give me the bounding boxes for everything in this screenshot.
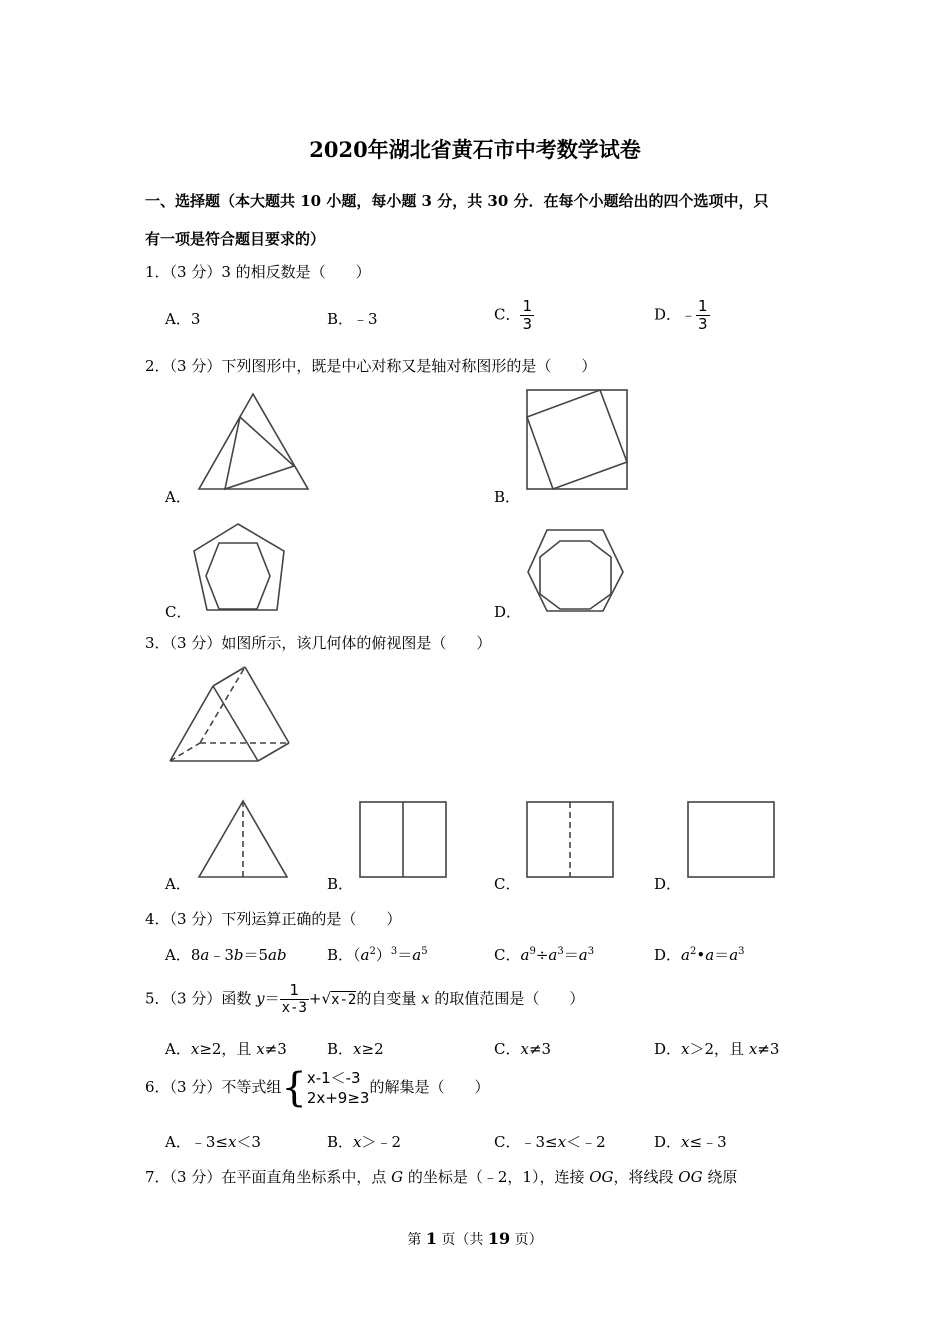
- q3-option-a: A．: [165, 875, 191, 893]
- text: 的取值范围是（ ）: [429, 989, 585, 1008]
- var: a: [360, 946, 370, 964]
- fraction-numerator: 1: [698, 297, 708, 315]
- q6-stem: [145, 1065, 490, 1111]
- text: 的坐标是（﹣2，1），连接: [403, 1168, 590, 1186]
- text: C．: [494, 946, 521, 964]
- fraction-numerator: 1: [280, 982, 309, 1000]
- q6-option-a: [165, 1131, 261, 1152]
- text: 页）: [510, 1232, 543, 1248]
- text: ＝: [714, 946, 730, 964]
- var: x: [353, 1040, 362, 1058]
- text: 的自变量: [356, 989, 422, 1008]
- section-heading-line1: 一、选择题（本大题共 10 小题，每小题 3 分，共 30 分．在每个小题给出的四个选项中，只: [145, 192, 769, 210]
- var: a: [548, 946, 558, 964]
- text: ≠3: [264, 1040, 287, 1058]
- text: ，将线段: [613, 1168, 679, 1186]
- q2-stem: 2．（3 分）下列图形中，既是中心对称又是轴对称图形的是（ ）: [145, 357, 597, 375]
- fraction-numerator: 1: [522, 297, 533, 315]
- page-number: 1: [425, 1229, 437, 1248]
- q2-option-d: D．: [494, 603, 522, 621]
- q6-option-c: [494, 1131, 606, 1152]
- var: y: [256, 989, 265, 1008]
- text: D．: [654, 946, 682, 964]
- text: A．: [165, 1040, 191, 1058]
- q6-option-d: [654, 1131, 727, 1152]
- text: A．﹣3≤: [165, 1133, 228, 1151]
- text: B．: [327, 1040, 354, 1058]
- text: ﹣3: [209, 946, 234, 964]
- exponent: 5: [421, 946, 428, 957]
- text: B．: [327, 1133, 354, 1151]
- fraction-denominator: 3: [698, 315, 708, 333]
- q2-option-a: A．: [165, 488, 191, 506]
- q1-option-b: B．﹣3: [327, 310, 378, 328]
- fraction-denominator: 3: [522, 315, 533, 333]
- brace: {: [281, 1065, 307, 1111]
- var: ab: [268, 946, 287, 964]
- q2-option-b: B．: [494, 488, 521, 506]
- exponent: 2: [689, 946, 697, 957]
- text: ≤﹣3: [689, 1133, 727, 1151]
- text: ＝: [397, 946, 413, 964]
- exponent: 3: [587, 946, 595, 957]
- exponent: 9: [529, 946, 536, 957]
- sqrt-body: x-2: [331, 991, 357, 1008]
- text: C．﹣3≤: [494, 1133, 558, 1151]
- text: 5．（3 分）函数: [145, 989, 257, 1008]
- text: ≥2，且: [199, 1040, 257, 1058]
- q4-stem: 4．（3 分）下列运算正确的是（ ）: [145, 910, 402, 928]
- var: x: [256, 1040, 265, 1058]
- q5-option-b: [327, 1038, 384, 1059]
- page-title: 2020年湖北省黄石市中考数学试卷: [309, 137, 641, 162]
- var: a: [412, 946, 422, 964]
- fraction-denominator: x-3: [281, 1000, 307, 1016]
- text: D．: [654, 1040, 682, 1058]
- q4-option-b: [327, 944, 428, 965]
- text: ＞2，且: [689, 1040, 749, 1058]
- text: ＜﹣2: [566, 1133, 606, 1151]
- q2-option-c: C．: [165, 603, 192, 621]
- q3-option-c: C．: [494, 875, 521, 893]
- text: 的解集是（ ）: [369, 1078, 490, 1096]
- page-footer: [0, 1229, 950, 1249]
- var: x: [353, 1133, 362, 1151]
- var: OG: [589, 1168, 614, 1186]
- text: 7．（3 分）在平面直角坐标系中，点: [145, 1168, 392, 1186]
- var: a: [200, 946, 210, 964]
- text: D．: [654, 1133, 682, 1151]
- var: x: [557, 1133, 567, 1151]
- text: 第: [407, 1232, 426, 1248]
- text: ≥2: [361, 1040, 384, 1058]
- q4-option-a: [165, 944, 287, 965]
- var: a: [520, 946, 530, 964]
- text: ÷: [535, 946, 549, 964]
- text: ＜3: [236, 1133, 261, 1151]
- text: ＝: [563, 946, 579, 964]
- q1-stem: 1．（3 分）3 的相反数是（ ）: [145, 263, 371, 281]
- exponent: 3: [557, 946, 564, 957]
- inequality-line2: 2x+9≥3: [306, 1089, 370, 1107]
- text: +: [308, 989, 322, 1008]
- var: x: [190, 1040, 200, 1058]
- var: OG: [678, 1168, 703, 1186]
- var: a: [705, 946, 715, 964]
- var: a: [578, 946, 588, 964]
- text: ≠3: [757, 1040, 780, 1058]
- q5-option-c: [494, 1038, 551, 1059]
- q1-option-d-label: D．﹣: [654, 305, 697, 324]
- text: 页（共: [436, 1232, 488, 1248]
- text: C．: [494, 1040, 521, 1058]
- text: 绕原: [702, 1168, 738, 1186]
- text: ）: [375, 946, 391, 964]
- text: ＝: [264, 989, 280, 1008]
- text: ≠3: [528, 1040, 552, 1058]
- q3-option-d: D．: [654, 875, 682, 893]
- sqrt-sign: √: [321, 989, 332, 1008]
- q5-option-a: [165, 1038, 287, 1059]
- text: ＞﹣2: [361, 1133, 402, 1151]
- text: 6．（3 分）不等式组: [145, 1078, 282, 1096]
- q3-stem: 3．（3 分）如图所示，该几何体的俯视图是（ ）: [145, 634, 492, 652]
- q4-option-d: [654, 944, 745, 965]
- var: x: [421, 989, 430, 1008]
- var: G: [391, 1168, 404, 1186]
- var: a: [729, 946, 739, 964]
- var: x: [681, 1133, 690, 1151]
- exponent: 2: [369, 946, 376, 957]
- total-pages: 19: [487, 1229, 511, 1248]
- q6-option-b: [327, 1131, 401, 1152]
- var: a: [681, 946, 690, 964]
- q4-option-c: [494, 944, 594, 965]
- exponent: 3: [390, 946, 398, 957]
- q1-option-a: A．3: [165, 310, 201, 328]
- inequality-line1: x-1＜-3: [306, 1069, 361, 1087]
- var: b: [233, 946, 244, 964]
- var: x: [681, 1040, 690, 1058]
- q5-option-d: [654, 1038, 779, 1059]
- text: •: [696, 946, 706, 964]
- q1-option-c-label: C．: [494, 305, 521, 324]
- section-heading-line2: 有一项是符合题目要求的）: [145, 230, 326, 248]
- var: x: [748, 1040, 758, 1058]
- text: B．（: [327, 946, 361, 964]
- q3-option-b: B．: [327, 875, 354, 893]
- q5-stem: [145, 982, 584, 1017]
- q5-fraction: [280, 982, 309, 1017]
- q7-stem: [145, 1166, 737, 1187]
- var: x: [227, 1133, 237, 1151]
- text: A．8: [165, 946, 201, 964]
- var: x: [520, 1040, 529, 1058]
- exponent: 3: [738, 946, 745, 957]
- inequality-system: [307, 1068, 370, 1108]
- text: ＝5: [243, 946, 269, 964]
